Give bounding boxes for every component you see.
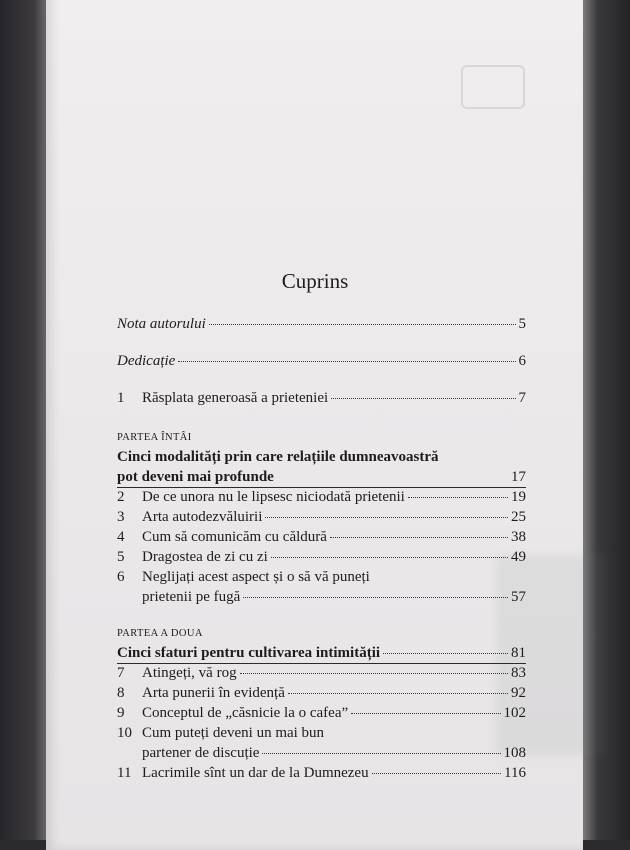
toc-entry-chapter-10-continued xyxy=(142,743,526,765)
chapter-number: 7 xyxy=(117,665,125,681)
toc-entry-label: Răsplata generoasă a prieteniei xyxy=(142,390,329,406)
toc-entry-label: Cum să comunicăm cu căldură xyxy=(142,529,327,545)
toc-entry-page: 19 xyxy=(511,489,526,505)
toc-entry-page: 116 xyxy=(504,765,526,781)
toc-entry-page: 7 xyxy=(518,390,526,406)
dot-leader xyxy=(408,497,508,498)
toc-entry-author-note xyxy=(117,314,526,336)
toc-entry-label: Arta punerii în evidență xyxy=(142,685,285,701)
dot-leader xyxy=(383,653,508,654)
toc-entry-chapter-3 xyxy=(117,507,526,529)
toc-entry-label: Dedicație xyxy=(117,353,176,369)
toc-entry-page: 6 xyxy=(518,353,526,369)
chapter-number: 2 xyxy=(117,489,125,505)
toc-entry-label: Cum puteți deveni un mai bun xyxy=(142,725,325,741)
dot-leader xyxy=(265,517,508,518)
toc-entry-chapter-9 xyxy=(117,703,526,725)
toc-title: Cuprins xyxy=(281,269,349,293)
dot-leader xyxy=(243,597,508,598)
toc-entry-label: Dragostea de zi cu zi xyxy=(142,549,268,565)
dot-leader xyxy=(271,557,508,558)
toc-entry-label: Lacrimile sînt un dar de la Dumnezeu xyxy=(142,765,369,781)
toc-entry-chapter-4 xyxy=(117,527,526,549)
toc-entry-page: 5 xyxy=(518,316,526,332)
chapter-number: 10 xyxy=(117,725,132,741)
dot-leader xyxy=(288,693,508,694)
dot-leader xyxy=(209,324,516,325)
toc-entry-chapter-6-continued xyxy=(142,587,526,609)
toc-entry-label-continued: prietenii pe fugă xyxy=(142,589,241,605)
toc-entry-chapter-1 xyxy=(117,388,526,410)
part-2-title xyxy=(117,643,526,665)
toc-entry-chapter-10 xyxy=(117,723,526,745)
dot-leader xyxy=(372,773,501,774)
chapter-number: 11 xyxy=(117,765,132,781)
chapter-number: 9 xyxy=(117,705,125,721)
chapter-number: 1 xyxy=(117,390,125,406)
toc-entry-page: 49 xyxy=(511,549,526,565)
part-2-page: 81 xyxy=(511,645,526,661)
chapter-number: 6 xyxy=(117,569,125,585)
part-1-title-line-1: Cinci modalități prin care relațiile dumneavoastră xyxy=(117,449,439,465)
dot-leader xyxy=(262,753,500,754)
part-2-label: PARTEA A DOUA xyxy=(117,628,203,639)
part-1-title-line-2 xyxy=(117,467,526,489)
toc-entry-page: 25 xyxy=(511,509,526,525)
part-1-page: 17 xyxy=(511,469,526,485)
toc-entry-chapter-8 xyxy=(117,683,526,705)
toc-entry-label: Conceptul de „căsnicie la o cafea” xyxy=(142,705,349,721)
toc-entry-page: 102 xyxy=(503,705,526,721)
toc-entry-label: Atingeți, vă rog xyxy=(142,665,237,681)
dot-leader xyxy=(240,673,508,674)
toc-entry-chapter-6 xyxy=(117,567,526,589)
dot-leader xyxy=(351,713,500,714)
toc-entry-chapter-11 xyxy=(117,763,526,785)
toc-entry-dedication xyxy=(117,351,526,373)
toc-entry-label: Neglijați acest aspect și o să vă puneți xyxy=(142,569,370,585)
dot-leader xyxy=(330,537,508,538)
toc-entry-label-continued: partener de discuție xyxy=(142,745,260,761)
part-title-label: Cinci sfaturi pentru cultivarea intimității xyxy=(117,645,381,661)
part-title-label: pot deveni mai profunde xyxy=(117,469,274,485)
chapter-number: 5 xyxy=(117,549,125,565)
part-1-label: PARTEA ÎNTÂI xyxy=(117,432,192,443)
toc-entry-page: 92 xyxy=(511,685,526,701)
toc-entry-label: Arta autodezvăluirii xyxy=(142,509,263,525)
chapter-number: 8 xyxy=(117,685,125,701)
toc-entry-chapter-2 xyxy=(117,487,526,509)
toc-entry-label: Nota autorului xyxy=(117,316,206,332)
toc-entry-label: De ce unora nu le lipsesc niciodată prietenii xyxy=(142,489,405,505)
toc-entry-page: 83 xyxy=(511,665,526,681)
toc-entry-chapter-7 xyxy=(117,663,526,685)
dot-leader xyxy=(331,398,515,399)
toc-entry-page: 57 xyxy=(511,589,526,605)
toc-entry-chapter-5 xyxy=(117,547,526,569)
chapter-number: 3 xyxy=(117,509,125,525)
toc-entry-page: 38 xyxy=(511,529,526,545)
chapter-number: 4 xyxy=(117,529,125,545)
dot-leader xyxy=(178,361,515,362)
toc-entry-page: 108 xyxy=(503,745,526,761)
